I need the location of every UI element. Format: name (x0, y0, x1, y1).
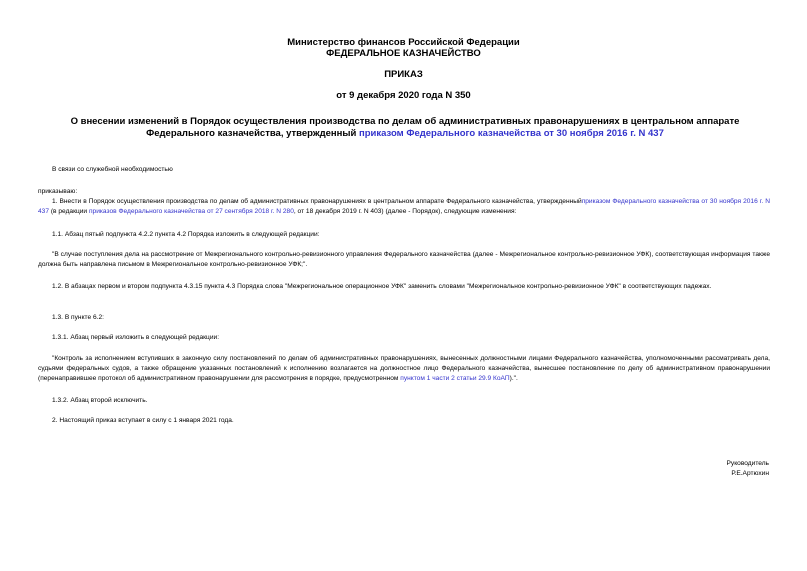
link-order-437[interactable]: приказом Федерального казначейства от 30 ноября 2016 г. N 437 (38, 198, 770, 215)
date-number: от 9 декабря 2020 года N 350 (336, 90, 471, 101)
signature-position: Руководитель (726, 460, 769, 467)
signature-name: Р.Е.Артюхин (731, 470, 769, 477)
paragraph-1-1: 1.1. Абзац пятый подпункта 4.2.2 пункта 4.2 Порядка изложить в следующей редакции: (52, 231, 320, 238)
title-text: О внесении изменений в Порядок осуществления производства по делам об административных правонарушениях в центральном аппарате Федерального казначейства, утвержденный (70, 116, 740, 139)
link-order-280[interactable]: приказов Федерального казначейства от 27 сентября 2018 г. N 280 (88, 208, 294, 215)
header-ministry: Министерство финансов Российской Федерации (287, 37, 520, 48)
paragraph-1-3-2: 1.3.2. Абзац второй исключить. (52, 397, 148, 404)
paragraph-quote-2 (38, 354, 770, 384)
document-title (60, 116, 750, 140)
paragraph-1-3-1: 1.3.1. Абзац первый изложить в следующей редакции: (52, 334, 220, 341)
paragraph-quote-1: "В случае поступления дела на рассмотрение от Межрегионального контрольно-ревизионного управления Федерального казначейства (далее - Межрегиональное контрольно-ревизионное УФК), соответствующая информация также должна быть направлена письмом в Межрегиональное контрольно-ревизионное УФК;". (38, 251, 770, 268)
paragraph-order: приказываю: (38, 188, 78, 195)
title-link[interactable]: приказом Федерального казначейства от 30 ноября 2016 г. N 437 (358, 128, 664, 139)
paragraph-1-2: 1.2. В абзацах первом и втором подпункта 4.3.15 пункта 4.3 Порядка слова "Межрегиональное операционное УФК" заменить словами "Межрегиональное контрольно-ревизионное УФК" в соответствующих падежах. (52, 283, 712, 290)
doc-type: ПРИКАЗ (384, 69, 423, 80)
paragraph-1-3: 1.3. В пункте 6.2: (52, 314, 104, 321)
paragraph-1 (38, 197, 770, 217)
p1-text-a: 1. Внести в Порядок осуществления производства по делам об административных правонарушениях в центральном аппарате Федерального казначейства, утвержденный (52, 198, 582, 205)
quote2-text-b: ).". (509, 375, 518, 382)
p1-text-b: (в редакции (49, 208, 89, 215)
p1-text-c: , от 18 декабря 2019 г. N 403) (далее - Порядок), следующие изменения: (293, 208, 517, 215)
paragraph-intro: В связи со служебной необходимостью (52, 166, 173, 173)
link-koap[interactable]: пунктом 1 части 2 статьи 29.9 КоАП (400, 375, 510, 382)
quote2-text-a: "Контроль за исполнением вступивших в законную силу постановлений по делам об административных правонарушениях, вынесенных должностными лицами Федерального казначейства, уполномоченными рассматривать дела, судьями федеральных судов, а также обращение указанных постановлений к исполнению возлагается на должностное лицо Федерального казначейства, вынесшее постановление по делу об административном правонарушении (перенаправившее протокол об административном правонарушении для рассмотрения в порядке, предусмотренном (38, 355, 770, 382)
paragraph-2: 2. Настоящий приказ вступает в силу с 1 января 2021 года. (52, 417, 234, 424)
header-agency: ФЕДЕРАЛЬНОЕ КАЗНАЧЕЙСТВО (326, 48, 481, 59)
